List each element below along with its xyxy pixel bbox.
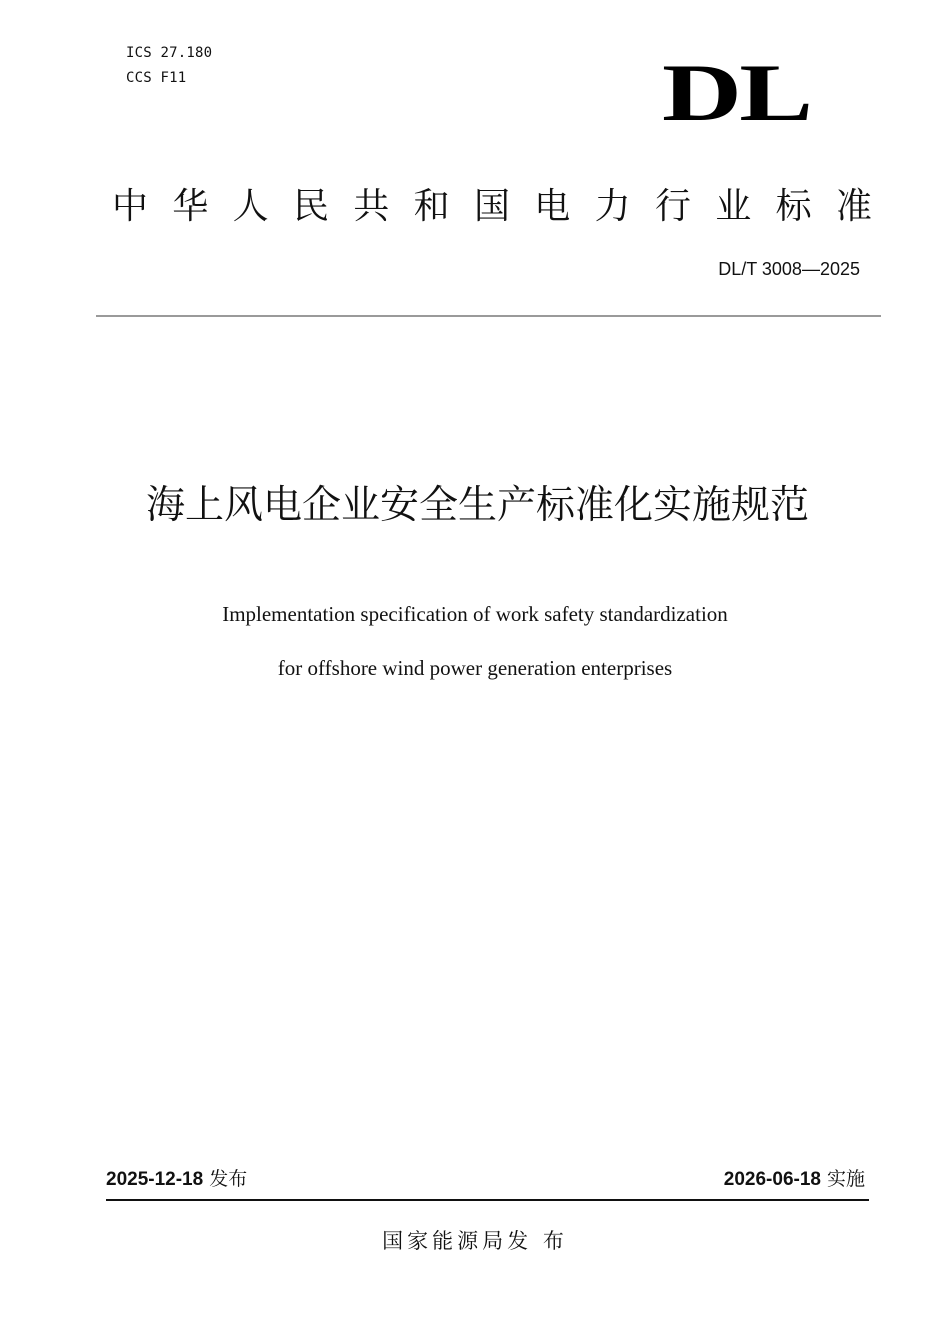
ccs-code: CCS F11 — [126, 70, 187, 86]
issue-label: 发布 — [209, 1168, 248, 1190]
category-char: 人 — [232, 186, 269, 227]
publisher: 国家能源局发 布 — [382, 1229, 568, 1253]
effective-date-block — [724, 1164, 865, 1191]
category-char: 力 — [594, 186, 631, 227]
category-char: 和 — [413, 186, 450, 227]
document-title-chinese: 海上风电企业安全生产标准化实施规范 — [145, 483, 809, 528]
category-char: 行 — [654, 186, 691, 227]
header-divider — [96, 315, 881, 317]
category-char: 共 — [353, 186, 390, 227]
category-char: 民 — [292, 186, 329, 227]
footer-divider — [106, 1199, 869, 1201]
document-title-english-line2: for offshore wind power generation enterprises — [277, 656, 673, 680]
category-char: 中 — [112, 186, 149, 227]
ics-code: ICS 27.180 — [126, 45, 213, 61]
issue-date-block — [106, 1164, 247, 1191]
category-char: 业 — [715, 186, 752, 227]
category-char: 国 — [473, 186, 510, 227]
category-char: 标 — [775, 186, 812, 227]
category-char: 准 — [835, 186, 872, 227]
document-title-english-line1: Implementation specification of work safety standardization — [222, 602, 728, 626]
category-char: 华 — [172, 186, 209, 227]
effective-label: 实施 — [826, 1168, 865, 1190]
dl-logo: DL — [662, 47, 811, 138]
standard-number: DL/T 3008—2025 — [718, 259, 860, 279]
category-char: 电 — [534, 186, 571, 227]
effective-date: 2026-06-18 — [723, 1169, 821, 1190]
standard-category-title — [112, 184, 872, 230]
issue-date: 2025-12-18 — [106, 1169, 204, 1190]
